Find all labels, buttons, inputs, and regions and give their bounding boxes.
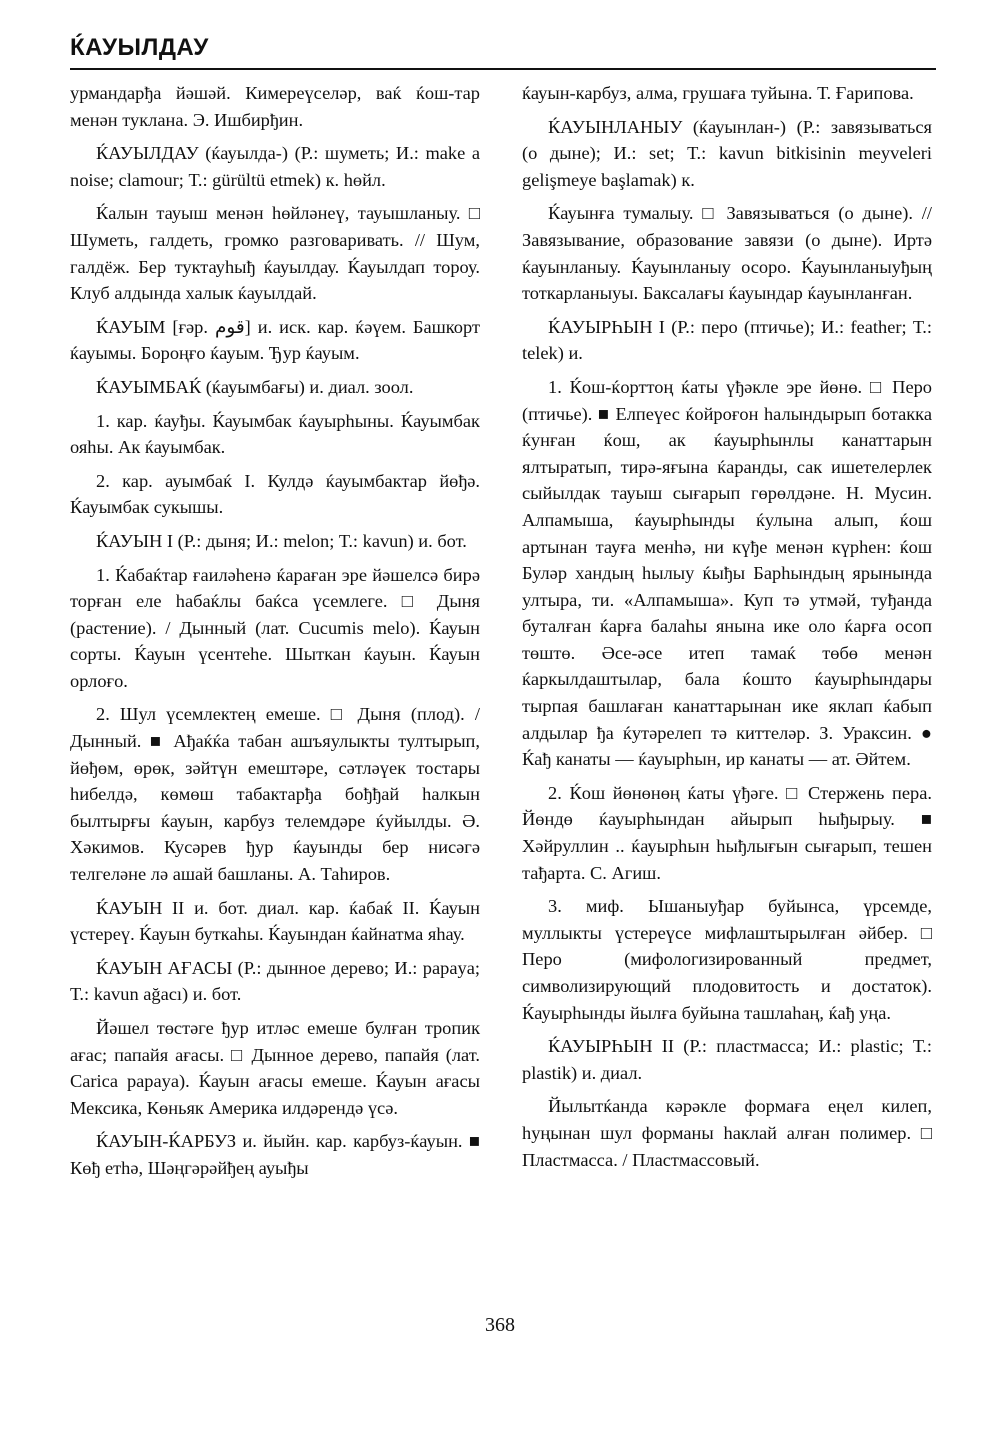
right-column <box>522 80 932 1180</box>
entry-paragraph: ЌАУЫЛДАУ (ќауылда-) (Р.: шуметь; И.: make a noise; clamour; Т.: gürültü etmek) к. һөйл. <box>70 143 480 190</box>
entry-paragraph: ЌАУЫМ [ғәр. قوم] и. иск. кар. ќәүем. Башкорт ќауымы. Бороңғо ќауым. Ђур ќауым. <box>70 316 480 364</box>
left-column <box>70 80 480 1189</box>
entry-paragraph: ЌАУЫН-ЌАРБУЗ и. йыйн. кар. карбуз-ќауын. ■ Көђ етһә, Шәңгәрәйђең ауыђы <box>70 1131 480 1178</box>
entry-paragraph: Йылытќанда кәрәкле формаға еңел килеп, һуңынан шул форманы һаклай алған полимер. □ Пластмасса. / Пластмассовый. <box>522 1096 932 1170</box>
entry-paragraph: 2. Ќош йөнөнөң ќаты үђәге. □ Стержень пера. Йөндө ќауырһындан айырып һыђырыу. ■ Хәйруллин .. ќауырһын һыђлығын сығарып, тешен тађарта. С. Агиш. <box>522 782 932 883</box>
running-head: ЌАУЫЛДАУ <box>70 34 209 61</box>
entry-paragraph: 2. кар. ауымбаќ I. Кулдә ќауымбактар йөђә. Ќауымбак сукышы. <box>70 470 480 518</box>
entry-paragraph: ЌАУЫН II и. бот. диал. кар. ќабаќ II. Ќауын үстереү. Ќауын буткаһы. Ќауындан ќайнатма яһау. <box>70 897 480 945</box>
entry-paragraph: 1. Ќабаќтар ғаиләһенә ќараған эре йәшелсә бирә торған еле һабаќлы баќса үсемлеге. □ Дыня (растение). / Дынный (лат. Cucumis melo). Ќауын сорты. Ќауын үсентеһе. Шыткан ќауын. Ќауын орлоғо. <box>70 564 480 691</box>
entry-paragraph: 1. Ќош-ќорттоң ќаты үђәкле эре йөнө. □ Перо (птичье). ■ Елпеүес ќойроғон һалындырып ботакка ќунған ќош, ак ќауырһынлы канаттарын ялтыратып, тирә-яғына ќаранды, сак ишетелерлек сыйылдак тауыш сығарып гөрөлдәне. Н. Мусин. Алпамыша, ќауырһынды ќулына алып, ќош артынан тауға менһә, ни күђе менән күрһен: ќош Буләр хандың һылыу ќыђы Барһындың ярынында ултыра, ти. «Алпамыша». Куп тә утмәй, туђанда буталған ќарға балаһы янына ике оло ќарға осоп төштө. Әсе-әсе итеп тамаќ төбө менән ќаркылдаштылар, бала ќошто ќауырһындары тырпая башлаған канаттарынан ике яклап ќабып алдылар ђа ќутәрелеп тә киттеләр. З. Ураксин. ● Ќађ канаты — ќауырһын, ир канаты — ат. Әйтем. <box>522 376 932 770</box>
entry-paragraph: 3. миф. Ышаныуђар буйынса, үрсемде, муллыкты үстереүсе мифлаштырылған әйбер. □ Перо (мифологизированный предмет, символизирующий плодовитость и достаток). Ќауырһынды йылға буйына ташлаһаң, ќађ уңа. <box>522 896 932 1023</box>
entry-paragraph: ЌАУЫНЛАНЫУ (ќауынлан-) (Р.: завязываться (о дыне); И.: set; Т.: kavun bitkisinin meyveleri gelişmeye başlamak) к. <box>522 116 932 190</box>
entry-paragraph: ќауын-карбуз, алма, грушаға туйына. Т. Ғарипова. <box>522 83 914 103</box>
entry-paragraph: ЌАУЫН I (Р.: дыня; И.: melon; Т.: kavun) и. бот. <box>96 530 467 551</box>
entry-paragraph: ЌАУЫРҺЫН II (Р.: пластмасса; И.: plastic; Т.: plastik) и. диал. <box>522 1036 932 1083</box>
page-number: 368 <box>485 1314 515 1336</box>
entry-paragraph: ЌАУЫН АҒАСЫ (Р.: дынное дерево; И.: papaya; Т.: kavun ağacı) и. бот. <box>70 957 480 1005</box>
entry-paragraph: 1. кар. ќауђы. Ќауымбак ќауырһыны. Ќауымбак ояһы. Ак ќауымбак. <box>70 410 480 458</box>
entry-paragraph: урмандарђа йәшәй. Кимереүселәр, ваќ ќош-тар менән туклана. Э. Ишбирђин. <box>70 83 480 130</box>
entry-paragraph: Ќауынға тумалыу. □ Завязываться (о дыне). // Завязывание, образование завязи (о дыне). Иртә ќауынланыу. Ќауынланыу осоро. Ќауынланыуђың тоткарланыуы. Баксалағы ќауындар ќауынланған. <box>522 203 932 304</box>
entry-paragraph: 2. Шул үсемлектең емеше. □ Дыня (плод). / Дынный. ■ Ађаќќа табан ашъяулыкты тултырып, йөђөм, өрөк, зәйтүн емештәре, сәтләүек тостары һибелдә, көмөш табактарђа бођђай һалкын былтырғы ќауын, карбуз телемдәре ќуйылды. Ә. Хәкимов. Кусәрев ђур ќауынды бер нисәгә телгеләне лә ашай башланы. А. Таһиров. <box>70 704 480 885</box>
entry-paragraph: Ќалын тауыш менән һөйләнеү, тауышланыу. □ Шуметь, галдеть, громко разговаривать. // Шум, галдёж. Бер туктауһыђ ќауылдау. Ќауылдап тороу. Клуб алдында халык ќауылдай. <box>70 203 480 304</box>
entry-paragraph: Йәшел төстәге ђур итләс емеше булған тропик ағас; папайя ағасы. □ Дынное дерево, папайя (лат. Carica papaya). Ќауын ағасы емеше. Ќауын ағасы Мексика, Көньяк Америка илдәрендә үсә. <box>70 1018 480 1118</box>
entry-paragraph: ЌАУЫРҺЫН I (Р.: перо (птичье); И.: feather; Т.: telek) и. <box>522 316 932 364</box>
header-rule <box>70 68 936 70</box>
entry-paragraph: ЌАУЫМБАЌ (ќауымбағы) и. диал. зоол. <box>96 376 414 397</box>
